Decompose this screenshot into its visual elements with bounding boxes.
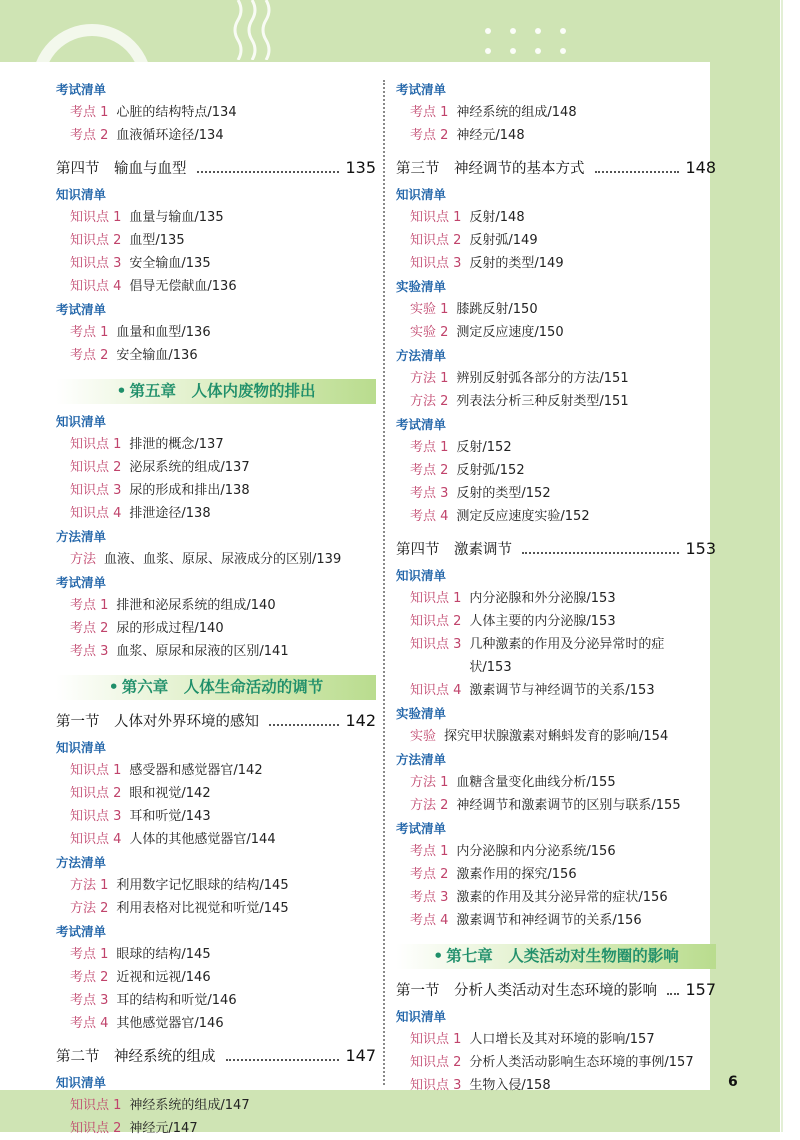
dot-leader [269,724,339,726]
entry-label: 考点 3 [70,644,109,659]
entry-text: 耳和听觉/143 [129,809,211,824]
entry-text: 血型/135 [129,233,185,248]
entry-text: 心脏的结构特点/134 [116,105,237,120]
entry-text: 反射的类型/152 [456,486,551,501]
toc-entry [56,101,376,124]
toc-entry [396,124,716,147]
toc-entry [396,725,716,748]
toc-entry [56,344,376,367]
bullet-icon: • [116,382,127,400]
toc-entry [396,367,716,390]
entry-text: 眼球的结构/145 [116,947,211,962]
entry-text: 内分泌腺和外分泌腺/153 [469,591,616,606]
entry-label: 考点 2 [70,621,109,636]
entry-text: 排泄和泌尿系统的组成/140 [116,598,276,613]
entry-label: 考点 3 [410,890,449,905]
toc-entry [396,459,716,482]
toc-entry [396,390,716,413]
entry-label: 知识点 1 [410,210,462,225]
list-heading: 考试清单 [396,417,447,432]
entry-label: 考点 2 [70,348,109,363]
entry-label: 知识点 1 [70,1098,122,1113]
entry-text: 人口增长及其对环境的影响/157 [469,1032,655,1047]
entry-text: 感受器和感觉器官/142 [129,763,263,778]
toc-entry [396,840,716,863]
list-heading: 方法清单 [56,529,107,544]
entry-label: 考点 3 [70,993,109,1008]
entry-label: 知识点 4 [410,683,462,698]
toc-entry [396,252,716,275]
list-heading: 考试清单 [56,924,107,939]
entry-label: 知识点 3 [70,256,122,271]
toc-entry [56,828,376,851]
entry-text: 血糖含量变化曲线分析/155 [456,775,616,790]
page-number: 6 [728,1074,738,1090]
section-page: 148 [685,158,716,177]
entry-label: 考点 2 [70,128,109,143]
entry-label: 考点 4 [410,509,449,524]
toc-entry [56,1012,376,1035]
entry-label: 知识点 3 [410,637,462,652]
entry-text: 列表法分析三种反射类型/151 [456,394,629,409]
dot-leader [667,993,679,995]
chapter-banner [56,379,376,404]
toc-entry [56,897,376,920]
entry-label: 知识点 2 [70,460,122,475]
wave-decoration [232,0,272,60]
entry-label: 实验 [410,729,437,744]
entry-label: 考点 4 [70,1016,109,1031]
list-heading: 知识清单 [56,187,107,202]
chapter-banner [56,675,376,700]
entry-label: 知识点 1 [70,763,122,778]
toc-entry [56,1094,376,1117]
toc-entry [56,874,376,897]
list-heading: 知识清单 [56,414,107,429]
toc-entry [56,966,376,989]
toc-left-column [56,78,376,1140]
list-heading: 考试清单 [396,821,447,836]
list-heading: 方法清单 [56,855,107,870]
entry-label: 知识点 1 [410,591,462,606]
dot-leader [522,552,679,554]
entry-text: 利用表格对比视觉和听觉/145 [116,901,289,916]
section-heading [396,537,716,562]
entry-label: 考点 3 [410,486,449,501]
entry-text: 几种激素的作用及分泌异常时的症状/153 [469,637,665,675]
entry-text: 利用数字记忆眼球的结构/145 [116,878,289,893]
section-page: 147 [345,1046,376,1065]
entry-label: 知识点 2 [410,614,462,629]
entry-label: 知识点 1 [410,1032,462,1047]
entry-label: 知识点 1 [70,210,122,225]
entry-text: 人体主要的内分泌腺/153 [469,614,616,629]
dot-leader [226,1059,340,1061]
entry-text: 人体的其他感觉器官/144 [129,832,276,847]
entry-label: 知识点 4 [70,832,122,847]
entry-text: 近视和远视/146 [116,970,211,985]
entry-text: 激素调节与神经调节的关系/153 [469,683,655,698]
list-heading: 知识清单 [56,1075,107,1090]
entry-label: 考点 2 [410,463,449,478]
entry-label: 方法 2 [410,798,449,813]
toc-entry [396,863,716,886]
entry-label: 知识点 3 [410,256,462,271]
list-heading: 知识清单 [396,568,447,583]
toc-entry [56,782,376,805]
section-heading [56,709,376,734]
entry-text: 神经元/148 [456,128,525,143]
entry-text: 耳的结构和听觉/146 [116,993,237,1008]
toc-entry [56,640,376,663]
toc-entry [396,436,716,459]
entry-label: 考点 4 [410,913,449,928]
toc-entry [396,610,716,633]
toc-entry [56,943,376,966]
toc-entry [56,321,376,344]
toc-entry [396,909,716,932]
entry-label: 考点 1 [70,947,109,962]
section-page: 153 [685,539,716,558]
entry-text: 反射/152 [456,440,512,455]
bullet-icon: • [108,678,119,696]
toc-right-column [396,78,716,1097]
entry-label: 方法 1 [410,371,449,386]
toc-entry [56,252,376,275]
toc-entry [56,479,376,502]
entry-label: 知识点 3 [70,483,122,498]
toc-entry [396,1028,716,1051]
entry-label: 实验 2 [410,325,449,340]
entry-label: 考点 1 [410,440,449,455]
entry-text: 激素调节和神经调节的关系/156 [456,913,642,928]
entry-text: 激素作用的探究/156 [456,867,577,882]
toc-entry [56,124,376,147]
entry-text: 其他感觉器官/146 [116,1016,224,1031]
entry-text: 膝跳反射/150 [456,302,538,317]
toc-entry [56,594,376,617]
section-heading [56,1044,376,1069]
list-heading: 考试清单 [56,82,107,97]
entry-text: 血液循环途径/134 [116,128,224,143]
entry-text: 排泄途径/138 [129,506,211,521]
toc-entry [56,206,376,229]
page-edge [781,0,783,1132]
entry-text: 尿的形成和排出/138 [129,483,250,498]
entry-label: 考点 2 [70,970,109,985]
section-heading [396,156,716,181]
entry-label: 知识点 2 [410,233,462,248]
section-title: 第一节 人体对外界环境的感知 [56,714,259,730]
bullet-icon: • [433,947,444,965]
entry-text: 生物入侵/158 [469,1078,551,1093]
entry-label: 知识点 2 [70,1121,122,1136]
entry-text: 尿的形成过程/140 [116,621,224,636]
entry-label: 方法 [70,552,97,567]
entry-label: 考点 1 [70,325,109,340]
list-heading: 知识清单 [56,740,107,755]
chapter-banner [396,944,716,969]
dot-leader [595,171,680,173]
section-title: 第四节 输血与血型 [56,161,187,177]
entry-label: 考点 1 [70,598,109,613]
list-heading: 实验清单 [396,279,447,294]
toc-entry [56,229,376,252]
toc-entry [396,1051,716,1074]
dot-leader [197,171,340,173]
section-title: 第四节 激素调节 [396,542,512,558]
toc-entry [396,679,716,702]
list-heading: 知识清单 [396,187,447,202]
toc-entry [396,321,716,344]
toc-entry [396,771,716,794]
toc-entry [396,794,716,817]
toc-entry [56,433,376,456]
toc-entry [56,1117,376,1140]
entry-label: 知识点 4 [70,506,122,521]
entry-text: 反射弧/149 [469,233,538,248]
toc-entry [56,989,376,1012]
entry-text: 神经调节和激素调节的区别与联系/155 [456,798,681,813]
entry-text: 探究甲状腺激素对蝌蚪发育的影响/154 [444,729,669,744]
toc-entry [56,805,376,828]
entry-label: 实验 1 [410,302,449,317]
entry-label: 考点 1 [410,105,449,120]
toc-entry [396,482,716,505]
list-heading: 方法清单 [396,348,447,363]
list-heading: 考试清单 [396,82,447,97]
chapter-title: 第七章 人类活动对生物圈的影响 [446,947,679,965]
toc-entry [56,456,376,479]
toc-entry [396,1074,716,1097]
toc-entry [396,886,716,909]
entry-label: 方法 1 [70,878,109,893]
toc-entry [396,505,716,528]
entry-text: 血液、血浆、原尿、尿液成分的区别/139 [104,552,342,567]
list-heading: 方法清单 [396,752,447,767]
entry-text: 神经系统的组成/148 [456,105,577,120]
entry-label: 知识点 2 [70,786,122,801]
entry-label: 知识点 1 [70,437,122,452]
toc-entry [56,275,376,298]
entry-text: 倡导无偿献血/136 [129,279,237,294]
toc-entry [56,548,376,571]
list-heading: 考试清单 [56,302,107,317]
section-title: 第三节 神经调节的基本方式 [396,161,585,177]
section-heading [396,978,716,1003]
section-page: 157 [685,980,716,999]
section-page: 135 [345,158,376,177]
toc-entry [396,229,716,252]
chapter-title: 第六章 人体生命活动的调节 [121,678,324,696]
list-heading: 实验清单 [396,706,447,721]
entry-label: 知识点 2 [410,1055,462,1070]
toc-entry [56,502,376,525]
entry-label: 考点 2 [410,867,449,882]
toc-entry [396,587,716,610]
entry-text: 神经元/147 [129,1121,198,1136]
entry-label: 知识点 3 [70,809,122,824]
entry-text: 安全输血/135 [129,256,211,271]
section-title: 第二节 神经系统的组成 [56,1049,216,1065]
entry-label: 考点 1 [410,844,449,859]
entry-text: 反射/148 [469,210,525,225]
entry-text: 血量与输血/135 [129,210,224,225]
section-page: 142 [345,711,376,730]
column-divider [383,80,385,1085]
entry-label: 方法 2 [70,901,109,916]
toc-entry [396,101,716,124]
section-title: 第一节 分析人类活动对生态环境的影响 [396,983,657,999]
entry-text: 内分泌腺和内分泌系统/156 [456,844,616,859]
entry-text: 神经系统的组成/147 [129,1098,250,1113]
entry-text: 血浆、原尿和尿液的区别/141 [116,644,289,659]
entry-label: 考点 1 [70,105,109,120]
entry-label: 知识点 2 [70,233,122,248]
entry-text: 测定反应速度/150 [456,325,564,340]
entry-text: 辨别反射弧各部分的方法/151 [456,371,629,386]
entry-text: 分析人类活动影响生态环境的事例/157 [469,1055,694,1070]
entry-label: 知识点 3 [410,1078,462,1093]
entry-label: 考点 2 [410,128,449,143]
entry-label: 方法 1 [410,775,449,790]
entry-text: 血量和血型/136 [116,325,211,340]
entry-text: 眼和视觉/142 [129,786,211,801]
chapter-title: 第五章 人体内废物的排出 [129,382,316,400]
entry-label: 方法 2 [410,394,449,409]
entry-text: 反射弧/152 [456,463,525,478]
toc-entry [396,206,716,229]
right-band [710,0,780,1132]
toc-entry [396,298,716,321]
entry-text: 排泄的概念/137 [129,437,224,452]
entry-text: 安全输血/136 [116,348,198,363]
entry-label: 知识点 4 [70,279,122,294]
list-heading: 知识清单 [396,1009,447,1024]
list-heading: 考试清单 [56,575,107,590]
entry-text: 激素的作用及其分泌异常的症状/156 [456,890,668,905]
entry-text: 泌尿系统的组成/137 [129,460,250,475]
entry-text: 反射的类型/149 [469,256,564,271]
section-heading [56,156,376,181]
entry-text: 测定反应速度实验/152 [456,509,590,524]
toc-entry [396,633,716,679]
toc-entry [56,759,376,782]
toc-entry [56,617,376,640]
